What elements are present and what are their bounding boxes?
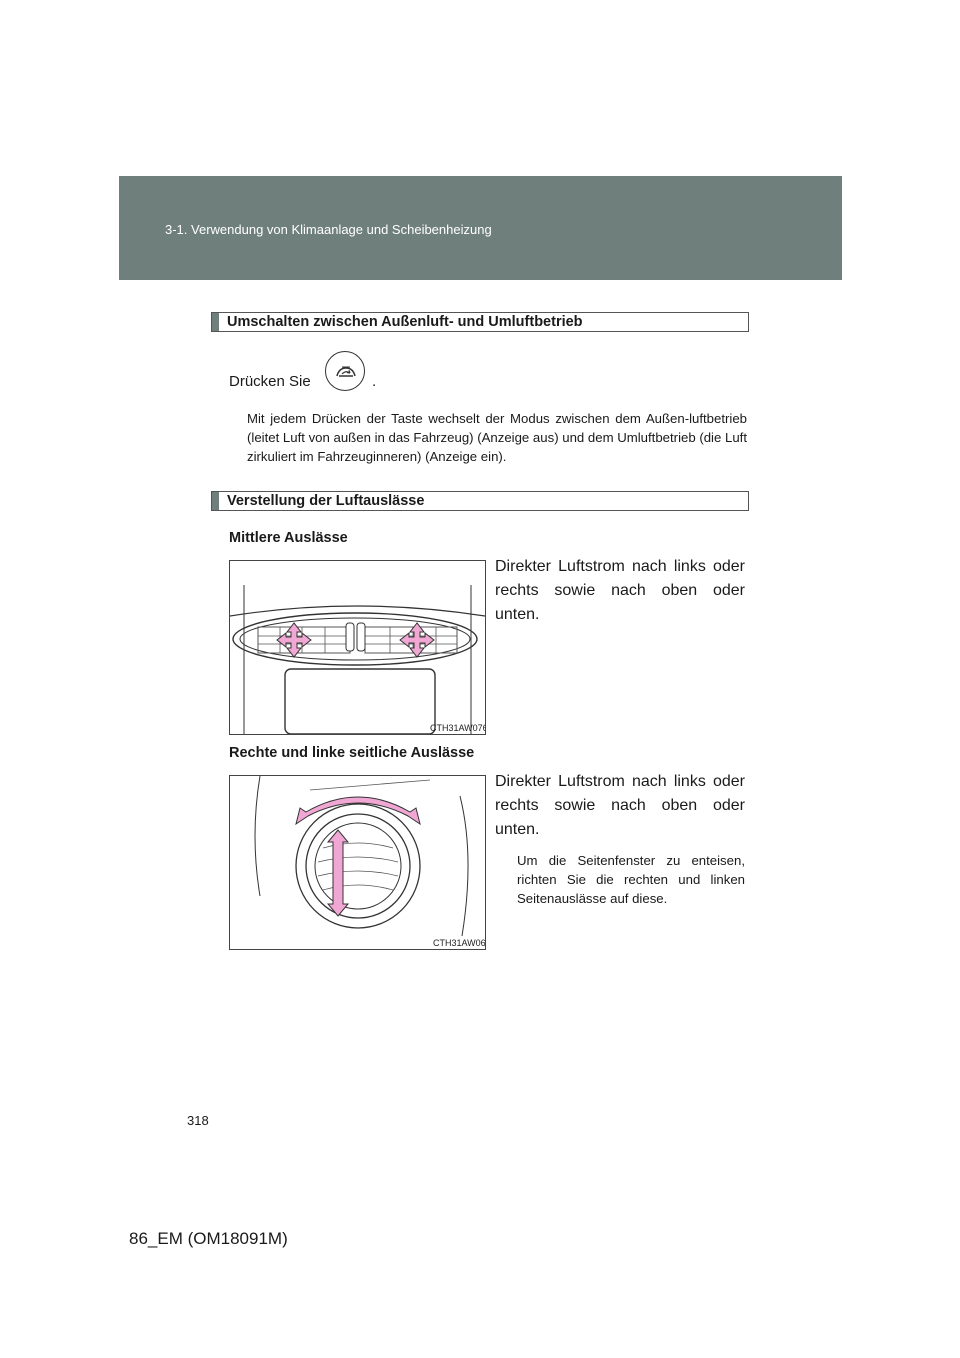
side-vents-illustration	[230, 776, 485, 949]
header-band	[119, 176, 842, 280]
side-vents-text: Direkter Luftstrom nach links oder rechts sowie nach oben oder unten.	[495, 773, 745, 838]
section-accent	[212, 313, 219, 331]
breadcrumb: 3-1. Verwendung von Klimaanlage und Scheibenheizung	[165, 222, 492, 237]
side-vents-figure	[229, 775, 486, 950]
center-vents-figure	[229, 560, 486, 735]
press-text-before: Drücken Sie	[229, 373, 311, 390]
section-accent	[212, 492, 219, 510]
recirculation-button-icon	[325, 351, 365, 391]
side-vents-heading: Rechte und linke seitliche Auslässe	[229, 745, 475, 761]
section-title-recirculation	[211, 312, 749, 332]
press-text-after: .	[372, 373, 377, 390]
section-title-text: Umschalten zwischen Außenluft- und Umluftbetrieb	[227, 314, 583, 330]
four-way-arrow-left	[277, 623, 311, 657]
press-instruction	[229, 371, 311, 392]
footer-code: 86_EM (OM18091M)	[129, 1229, 288, 1248]
section-title-vents	[211, 491, 749, 511]
four-way-arrow-right	[400, 623, 434, 657]
section-title-text: Verstellung der Luftauslässe	[227, 493, 425, 509]
page-number: 318	[187, 1113, 209, 1128]
center-vents-heading: Mittlere Auslässe	[229, 530, 348, 546]
center-vents-text: Direkter Luftstrom nach links oder rechts sowie nach oben oder unten.	[495, 558, 745, 623]
figure-code: CTH31AW068	[433, 938, 485, 948]
figure-code: CTH31AW076	[430, 723, 485, 733]
recirculation-note: Mit jedem Drücken der Taste wechselt der Modus zwischen dem Außen-luftbetrieb (leitet Luft von außen in das Fahrzeug) (Anzeige aus) und dem Umluftbetrieb (die Luft zirkuliert im Fahrzeuginneren) (Anzeige ein).	[247, 411, 747, 464]
center-vents-illustration	[230, 561, 485, 734]
side-vents-note: Um die Seitenfenster zu enteisen, richten Sie die rechten und linken Seitenauslässe auf diese.	[517, 853, 745, 906]
recirculation-icon	[326, 352, 366, 392]
horizontal-arc-arrow	[296, 797, 420, 824]
